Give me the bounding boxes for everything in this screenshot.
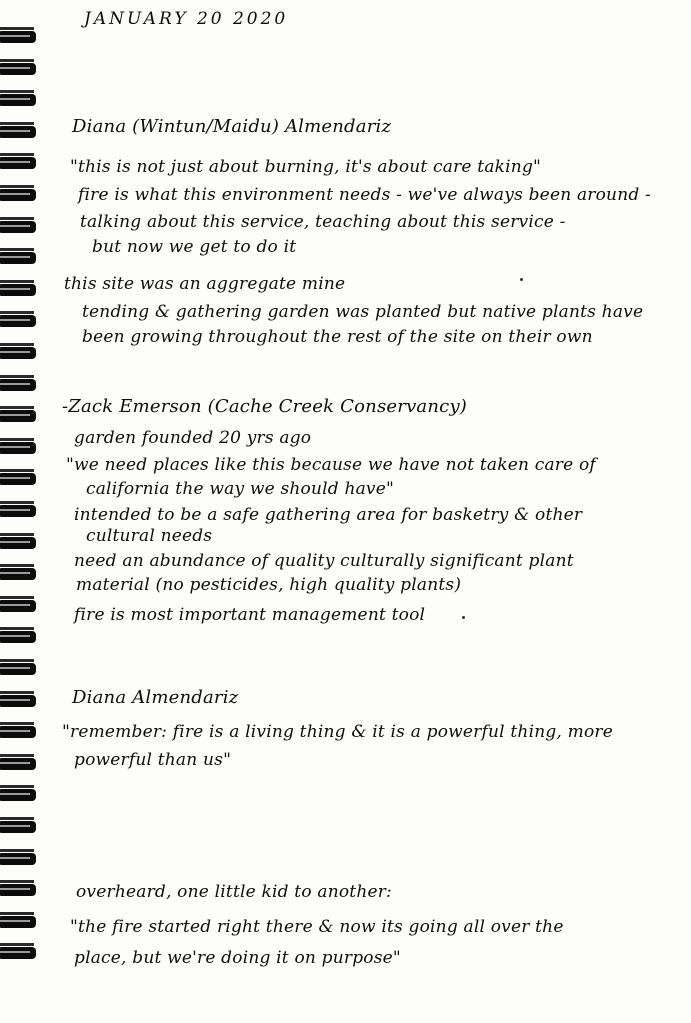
note-line: garden founded 20 yrs ago (74, 428, 312, 448)
entry-date: JANUARY 20 2020 (84, 9, 289, 29)
spiral-ring (0, 279, 38, 301)
ink-dot (520, 278, 523, 281)
spiral-ring (0, 437, 38, 459)
speaker-diana-almendariz: Diana (Wintun/Maidu) Almendariz (72, 116, 392, 137)
note-line: "the fire started right there & now its going all over the (70, 917, 564, 937)
spiral-ring (0, 816, 38, 838)
spiral-ring (0, 247, 38, 269)
spiral-ring (0, 500, 38, 522)
note-line: tending & gathering garden was planted but native plants have (82, 302, 644, 322)
spiral-ring (0, 310, 38, 332)
spiral-ring (0, 658, 38, 680)
spiral-ring (0, 405, 38, 427)
note-line: but now we get to do it (92, 237, 297, 257)
spiral-ring (0, 89, 38, 111)
spiral-ring (0, 563, 38, 585)
note-line: place, but we're doing it on purpose" (74, 948, 401, 968)
spiral-ring (0, 595, 38, 617)
spiral-ring (0, 468, 38, 490)
spiral-ring (0, 58, 38, 80)
spiral-ring (0, 532, 38, 554)
spiral-ring (0, 753, 38, 775)
speaker-diana-almendariz-2: Diana Almendariz (72, 687, 239, 708)
note-line: material (no pesticides, high quality plants) (76, 575, 462, 595)
note-line: "we need places like this because we have not taken care of (66, 455, 596, 475)
spiral-ring (0, 374, 38, 396)
note-line: fire is what this environment needs - we've always been around - (78, 185, 651, 205)
note-line: need an abundance of quality culturally significant plant (74, 551, 574, 571)
note-line: this site was an aggregate mine (64, 274, 346, 294)
spiral-ring (0, 848, 38, 870)
note-line: "remember: fire is a living thing & it is a powerful thing, more (62, 722, 613, 742)
note-line: fire is most important management tool (74, 605, 426, 625)
note-line: intended to be a safe gathering area for basketry & other (74, 505, 583, 525)
ink-dot (462, 616, 465, 619)
note-line: cultural needs (86, 526, 213, 546)
spiral-binding (0, 0, 42, 1023)
spiral-ring (0, 942, 38, 964)
note-line: california the way we should have" (86, 479, 395, 499)
spiral-ring (0, 342, 38, 364)
spiral-ring (0, 184, 38, 206)
spiral-ring (0, 152, 38, 174)
spiral-ring (0, 26, 38, 48)
note-line: talking about this service, teaching about this service - (80, 212, 566, 232)
spiral-ring (0, 121, 38, 143)
spiral-ring (0, 626, 38, 648)
spiral-ring (0, 879, 38, 901)
note-line: been growing throughout the rest of the site on their own (82, 327, 593, 347)
spiral-ring (0, 216, 38, 238)
spiral-ring (0, 721, 38, 743)
spiral-ring (0, 690, 38, 712)
note-line: "this is not just about burning, it's about care taking" (70, 157, 542, 177)
speaker-zack-emerson: -Zack Emerson (Cache Creek Conservancy) (62, 396, 468, 417)
overheard-intro: overheard, one little kid to another: (76, 882, 392, 902)
spiral-ring (0, 911, 38, 933)
spiral-ring (0, 784, 38, 806)
note-line: powerful than us" (74, 750, 232, 770)
